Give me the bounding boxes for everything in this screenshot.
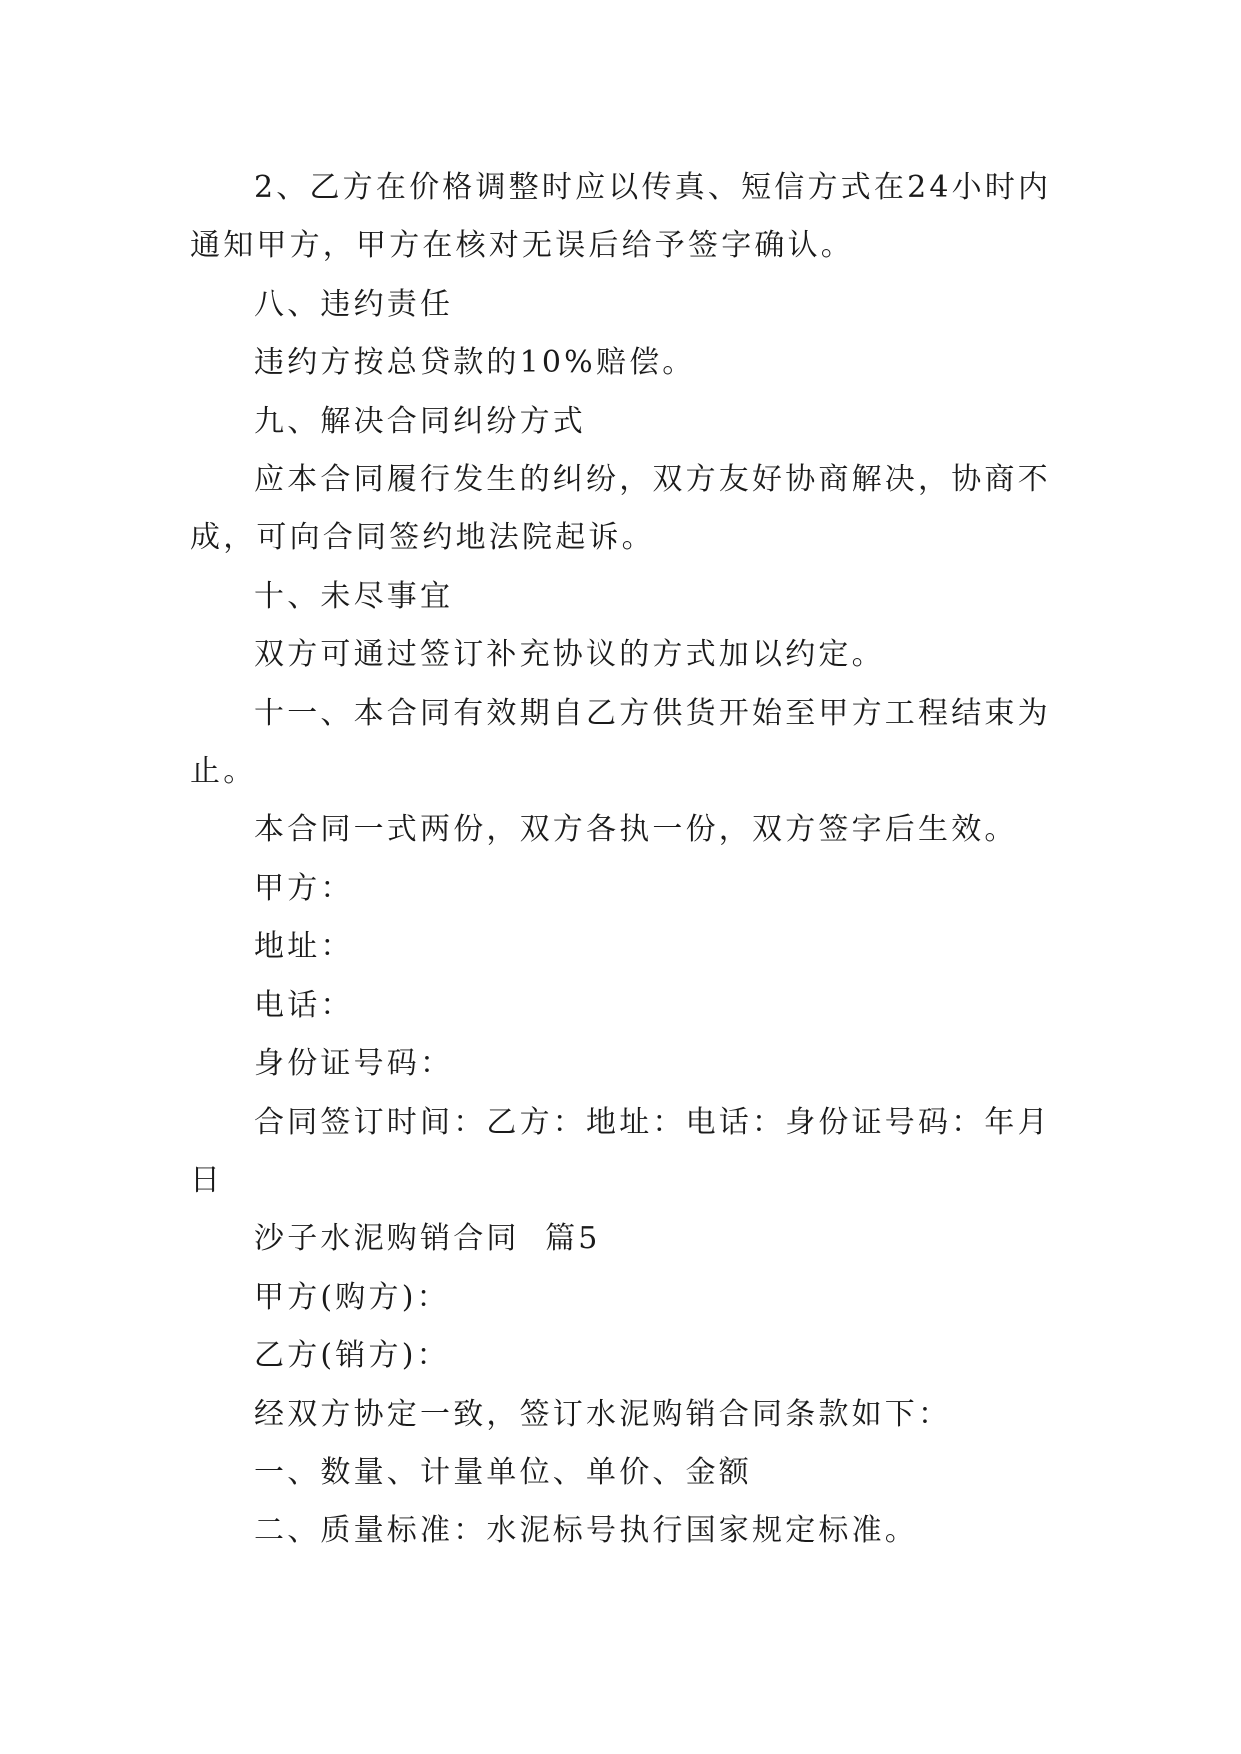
heading-breach-liability: 八、违约责任	[254, 286, 454, 322]
paragraph-copies: 本合同一式两份，双方各执一份，双方签字后生效。	[254, 812, 1018, 848]
field-signing-info: 合同签订时间：乙方：地址：电话：身份证号码：年月日	[190, 1104, 1051, 1198]
heading-dispute-resolution: 九、解决合同纠纷方式	[254, 403, 586, 439]
field-address: 地址：	[254, 929, 354, 965]
paragraph-agreement-intro: 经双方协定一致，签订水泥购销合同条款如下：	[254, 1396, 952, 1432]
heading-other-matters: 十、未尽事宜	[254, 578, 454, 614]
field-id-number: 身份证号码：	[254, 1046, 454, 1082]
clause-quality-standard: 二、质量标准：水泥标号执行国家规定标准。	[254, 1513, 918, 1549]
paragraph-price-adjustment: 2、乙方在价格调整时应以传真、短信方式在24小时内通知甲方，甲方在核对无误后给予签字确认。	[190, 170, 1052, 264]
clause-quantity-price: 一、数量、计量单位、单价、金额	[254, 1454, 752, 1490]
paragraph-dispute-resolution: 应本合同履行发生的纠纷，双方友好协商解决，协商不成，可向合同签约地法院起诉。	[190, 462, 1051, 556]
field-buyer: 甲方(购方)：	[254, 1279, 450, 1315]
paragraph-validity-period: 十一、本合同有效期自乙方供货开始至甲方工程结束为止。	[190, 695, 1051, 790]
paragraph-breach-compensation: 违约方按总贷款的10%赔偿。	[254, 345, 696, 381]
paragraph-supplementary-agreement: 双方可通过签订补充协议的方式加以约定。	[254, 637, 885, 673]
field-seller: 乙方(销方)：	[254, 1338, 450, 1374]
field-party-a: 甲方：	[254, 870, 354, 906]
section-title: 沙子水泥购销合同 篇5	[254, 1221, 601, 1257]
document-body	[190, 159, 1054, 1561]
field-phone: 电话：	[254, 987, 354, 1023]
